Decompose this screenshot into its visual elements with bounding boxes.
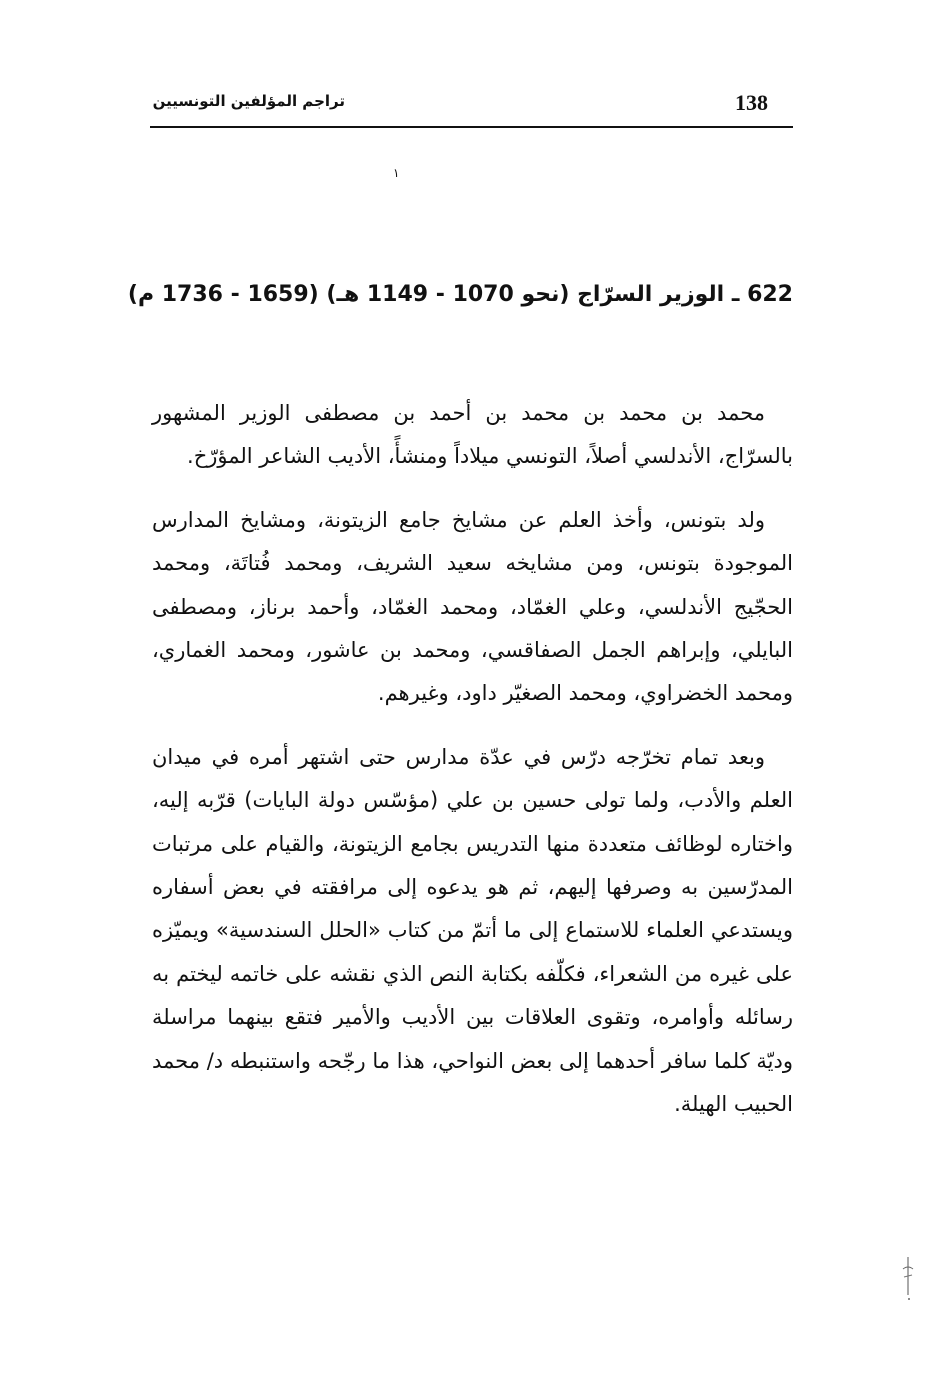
running-header (150, 88, 793, 128)
running-header-title: تراجم المؤلفين التونسيين (152, 92, 345, 110)
entry-body (152, 392, 793, 1127)
paragraph-intro: محمد بن محمد بن محمد بن أحمد بن مصطفى الوزير المشهور بالسرّاج، الأندلسي أصلاً، التونسي ميلاداً ومنشأً، الأديب الشاعر المؤرّخ. (152, 401, 793, 469)
paragraph-career: وبعد تمام تخرّجه درّس في عدّة مدارس حتى اشتهر أمره في ميدان العلم والأدب، ولما تولى حسين بن علي (مؤسّس دولة البايات) قرّبه إليه، واختاره لوظائف متعددة منها التدريس بجامع الزيتونة، والقيام على مرتبات المدرّسين به وصرفها إليهم، ثم هو يدعوه إلى مرافقته في بعض أسفاره ويستدعي العلماء للاستماع إلى ما أتمّ من كتاب «الحلل السندسية» ويميّزه على غيره من الشعراء، فكلّفه بكتابة النص الذي نقشه على خاتمه ليختم به رسائله وأوامره، وتقوى العلاقات بين الأديب والأمير فتقع بينهما مراسلة وديّة كلما سافر أحدهما إلى بعض النواحي، هذا ما رجّحه واستنبطه د/ محمد الحبيب الهيلة. (152, 744, 793, 1117)
paragraph-birth-and-teachers: ولد بتونس، وأخذ العلم عن مشايخ جامع الزيتونة، ومشايخ المدارس الموجودة بتونس، ومن مشايخه سعيد الشريف، ومحمد فُتاتَة، ومحمد الحجّيج الأندلسي، وعلي الغمّاد، ومحمد الغمّاد، وأحمد برناز، ومصطفى البايلي، وإبراهم الجمل الصفاقسي، ومحمد بن عاشور، ومحمد الغماري، ومحمد الخضراوي، ومحمد الصغيّر داود، وغيرهم. (152, 507, 793, 706)
page-number: 138 (735, 90, 768, 115)
stray-mark: ١ (393, 166, 400, 180)
entry-heading: 622 ـ الوزير السرّاج (نحو 1070 - 1149 هـ) (1659 - 1736 م) (127, 282, 793, 307)
page-edge-smudge (898, 1255, 918, 1303)
